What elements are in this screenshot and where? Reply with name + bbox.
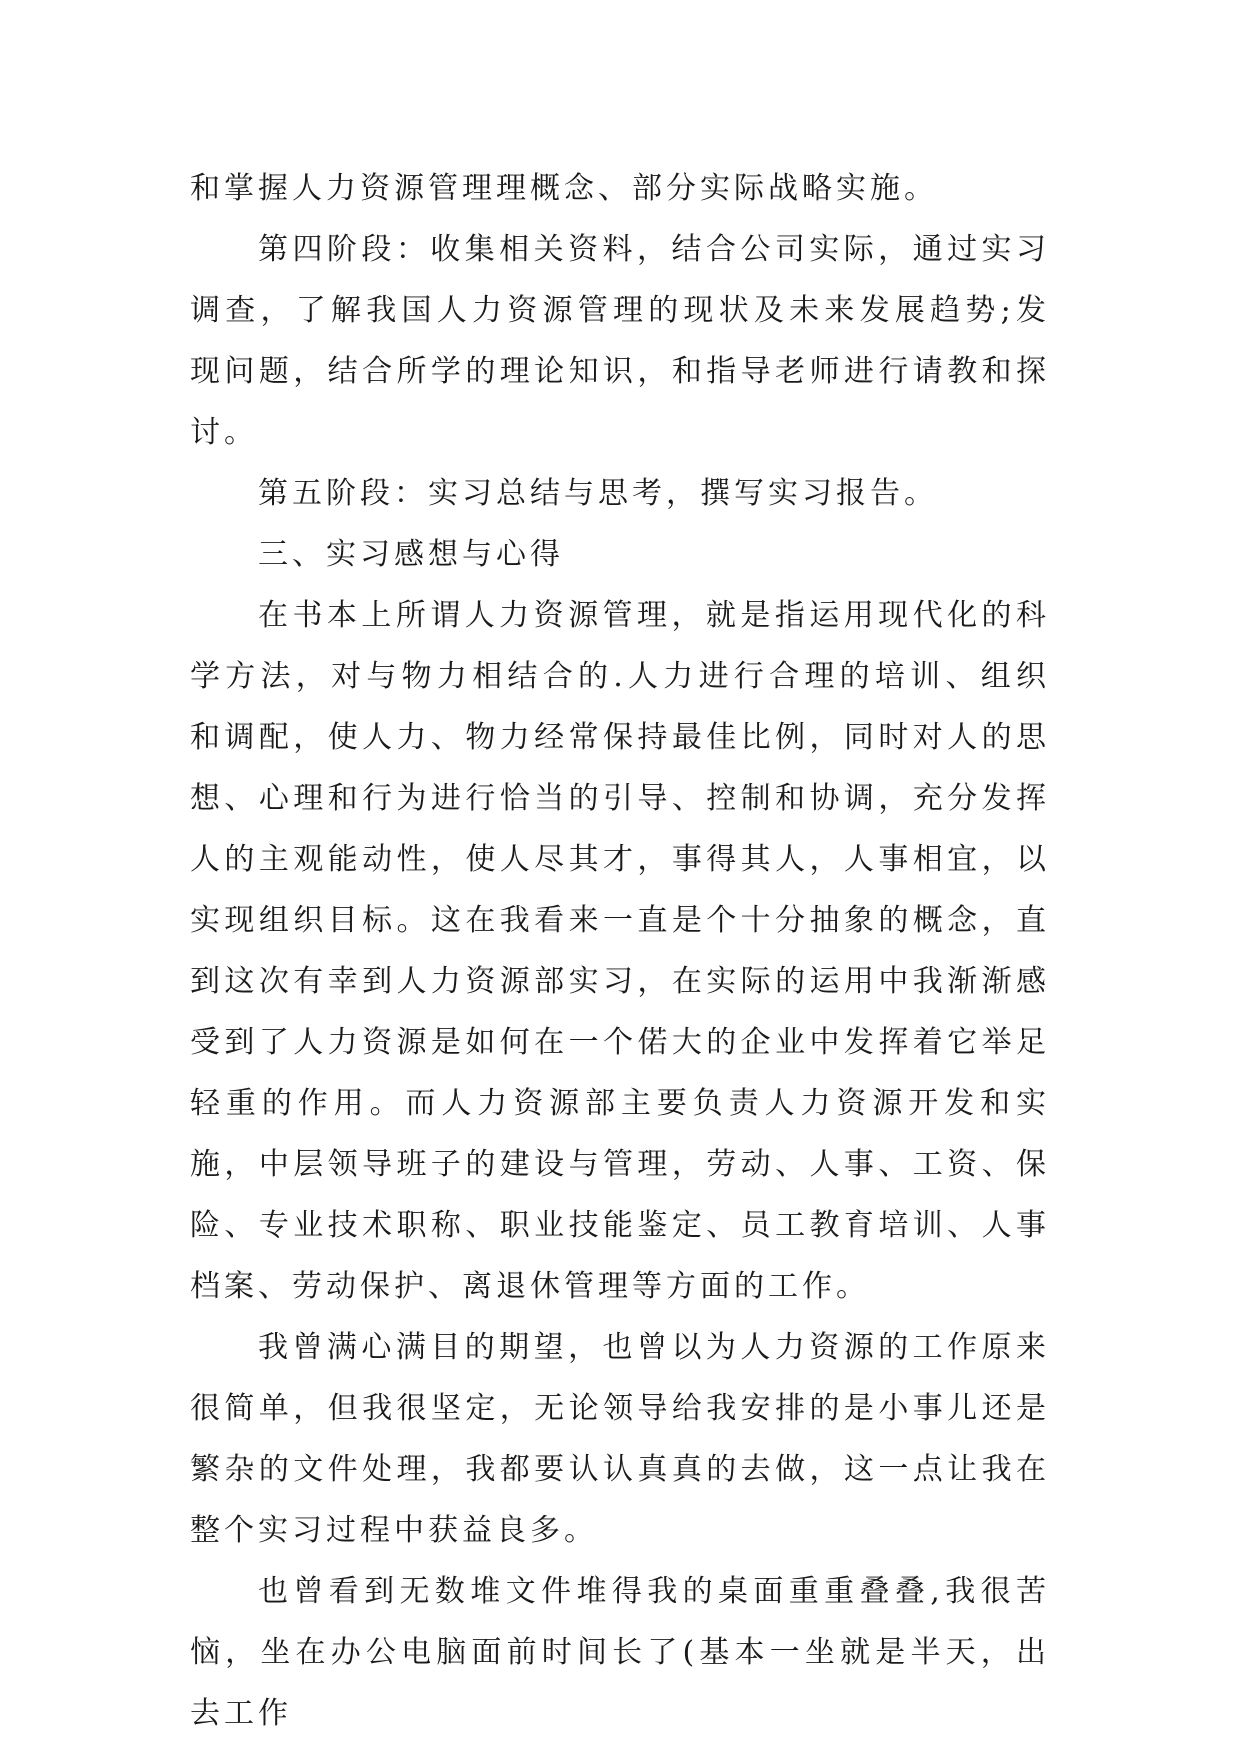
paragraph-files: 也曾看到无数堆文件堆得我的桌面重重叠叠,我很苦恼，坐在办公电脑面前时间长了(基本一坐就是半天，出去工作 bbox=[190, 1574, 1050, 1731]
paragraph-expectation: 我曾满心满目的期望，也曾以为人力资源的工作原来很简单，但我很坚定，无论领导给我安排的是小事儿还是繁杂的文件处理，我都要认认真真的去做，这一点让我在整个实习过程中获益良多。 bbox=[190, 1330, 1050, 1548]
paragraph-stage-five: 第五阶段：实习总结与思考，撰写实习报告。 bbox=[258, 476, 938, 511]
paragraph-continuation: 和掌握人力资源管理理概念、部分实际战略实施。 bbox=[190, 171, 938, 206]
document-body bbox=[190, 158, 1050, 1744]
section-heading: 三、实习感想与心得 bbox=[258, 537, 564, 572]
paragraph-stage-four: 第四阶段：收集相关资料，结合公司实际，通过实习调查，了解我国人力资源管理的现状及未来发展趋势;发现问题，结合所学的理论知识，和指导老师进行请教和探讨。 bbox=[190, 232, 1050, 450]
paragraph-hr-definition: 在书本上所谓人力资源管理，就是指运用现代化的科学方法，对与物力相结合的.人力进行合理的培训、组织和调配，使人力、物力经常保持最佳比例，同时对人的思想、心理和行为进行恰当的引导、控制和协调，充分发挥人的主观能动性，使人尽其才，事得其人，人事相宜，以实现组织目标。这在我看来一直是个十分抽象的概念，直到这次有幸到人力资源部实习，在实际的运用中我渐渐感受到了人力资源是如何在一个偌大的企业中发挥着它举足轻重的作用。而人力资源部主要负责人力资源开发和实施，中层领导班子的建设与管理，劳动、人事、工资、保险、专业技术职称、职业技能鉴定、员工教育培训、人事档案、劳动保护、离退休管理等方面的工作。 bbox=[190, 598, 1050, 1304]
